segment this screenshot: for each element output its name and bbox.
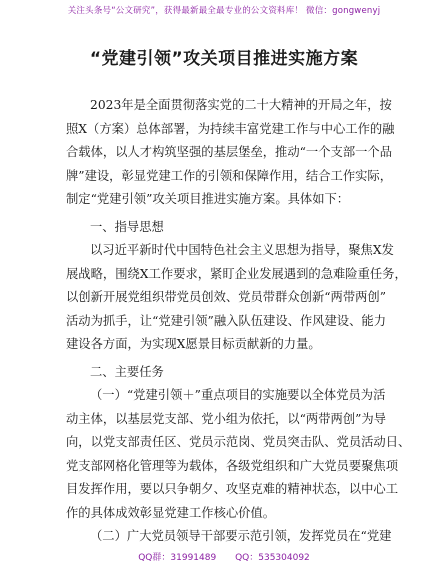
section-heading-guiding-ideology: 一、指导思想 bbox=[90, 219, 164, 234]
footer-qq-group: QQ群：31991489 bbox=[138, 553, 217, 563]
paragraph-line: 合载体，以人才构筑坚强的基层堡垒，推动“一个支部一个品 bbox=[66, 145, 393, 159]
paragraph-line: 党支部网格化管理等为载体，各级党组织和广大党员要聚焦项 bbox=[66, 458, 399, 473]
paragraph-line: （一）“党建引领＋”重点项目的实施要以全体党员为活 bbox=[90, 388, 386, 402]
footer-qq: QQ：535304092 bbox=[235, 553, 310, 563]
paragraph-line: 牌”建设，彰显党建工作的引领和保障作用，结合工作实际， bbox=[66, 168, 393, 183]
paragraph-line: 向，以党支部责任区、党员示范岗、党员突击队、党员活动日、 bbox=[66, 435, 411, 449]
paragraph-line: 活动为抓手，让“党建引领”融入队伍建设、作风建设、能力 bbox=[66, 313, 386, 328]
section-heading-main-tasks: 二、主要任务 bbox=[90, 364, 164, 379]
paragraph-line: 以习近平新时代中国特色社会主义思想为指导，聚焦X发 bbox=[90, 243, 394, 257]
paragraph-line: 2023年是全面贯彻落实党的二十大精神的开局之年，按 bbox=[90, 98, 392, 112]
header-banner: 关注头条号“公文研究”，获得最新最全最专业的公文资料库！ 微信：gongwenyj bbox=[67, 6, 381, 16]
paragraph-line: 动主体，以基层党支部、党小组为依托，以“两带两创”为导 bbox=[66, 411, 386, 426]
paragraph-line: 照X（方案）总体部署，为持续丰富党建工作与中心工作的融 bbox=[66, 121, 395, 136]
paragraph-line: 展战略，围绕X工作要求，紧盯企业发展遇到的急难险重任务， bbox=[66, 266, 407, 281]
document-title: “党建引领”攻关项目推进实施方案 bbox=[89, 49, 359, 69]
document-body bbox=[66, 94, 410, 549]
paragraph-line: 作的具体成效彰显党建工作核心价值。 bbox=[66, 505, 276, 520]
paragraph-line: 制定“党建引领”攻关项目推进实施方案。具体如下： bbox=[66, 192, 350, 206]
paragraph-line: 建设各方面，为实现X愿景目标贡献新的力量。 bbox=[66, 337, 321, 351]
paragraph-line: （二）广大党员领导干部要示范引领，发挥党员在“党建 bbox=[90, 529, 392, 543]
footer-contact bbox=[0, 550, 448, 563]
paragraph-line: 目发挥作用，要以只争朝夕、攻坚克难的精神状态，以中心工 bbox=[66, 482, 399, 496]
paragraph-line: 以创新开展党组织带党员创效、党员带群众创新“两带两创” bbox=[66, 290, 386, 304]
